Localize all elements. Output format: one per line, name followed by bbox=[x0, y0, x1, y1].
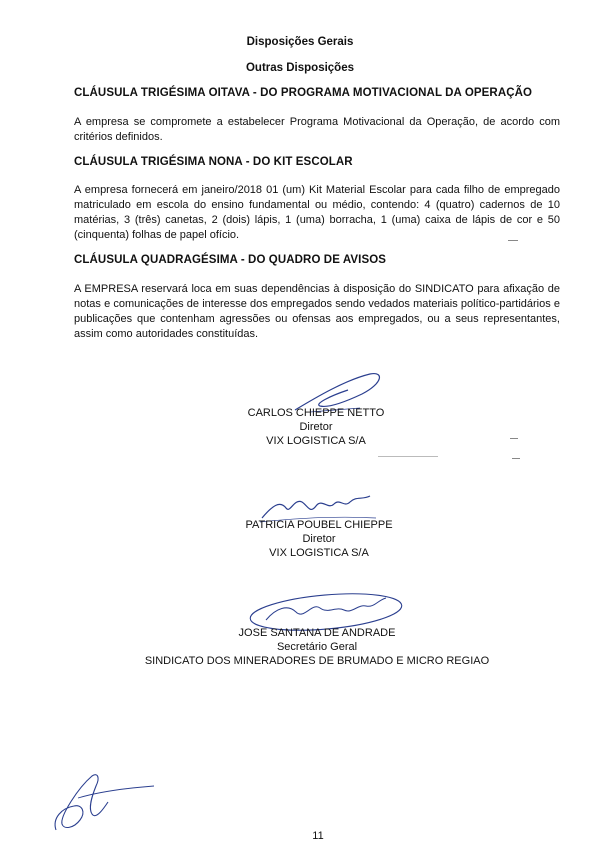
signatory-organization: SINDICATO DOS MINERADORES DE BRUMADO E MICRO REGIAO bbox=[144, 655, 490, 667]
rubric-initials bbox=[48, 768, 158, 838]
signatory-role: Diretor bbox=[302, 533, 336, 545]
clause-38-title: CLÁUSULA TRIGÉSIMA OITAVA - DO PROGRAMA MOTIVACIONAL DA OPERAÇÃO bbox=[74, 87, 533, 99]
section-title: Disposições Gerais bbox=[246, 36, 354, 48]
clause-40-body: A EMPRESA reservará loca em suas dependências à disposição do SINDICATO para afixação de notas e comunicações de interesse dos empregados sendo vedados materiais político-partidários e publicações que contenham agressões ou ofensas aos empregados, ou a seus representantes, assim como autoridades constituídas. bbox=[74, 283, 560, 340]
clause-39-title: CLÁUSULA TRIGÉSIMA NONA - DO KIT ESCOLAR bbox=[74, 156, 353, 168]
signatory-organization: VIX LOGISTICA S/A bbox=[269, 547, 369, 559]
page-number: 11 bbox=[312, 830, 324, 842]
signatory-name: CARLOS CHIEPPE NETTO bbox=[247, 407, 385, 419]
clause-39-body: A empresa fornecerá em janeiro/2018 01 (um) Kit Material Escolar para cada filho de empregado matriculado em escola do ensino fundamental ou médio, contendo: 4 (quatro) cadernos de 10 matérias, 3 (três) canetas, 2 (dois) lápis, 1 (uma) borracha, 1 (uma) caixa de lápis de cor e 50 (cinquenta) folhas de papel ofício. bbox=[74, 184, 560, 241]
signatory-block-patricia bbox=[206, 518, 432, 560]
signatory-name: JOSE SANTANA DE ANDRADE bbox=[238, 627, 396, 639]
scan-mark bbox=[378, 456, 438, 457]
scan-mark bbox=[512, 458, 520, 459]
scan-mark bbox=[508, 240, 518, 241]
subsection-title: Outras Disposições bbox=[245, 62, 354, 74]
clause-40-title: CLÁUSULA QUADRAGÉSIMA - DO QUADRO DE AVISOS bbox=[74, 254, 387, 266]
scan-mark bbox=[510, 438, 518, 439]
signatory-name: PATRICIA POUBEL CHIEPPE bbox=[245, 519, 393, 531]
signatory-role: Secretário Geral bbox=[276, 641, 358, 653]
signatory-block-carlos bbox=[206, 406, 426, 448]
clause-38-body: A empresa se compromete a estabelecer Programa Motivacional da Operação, de acordo com critérios definidos. bbox=[74, 116, 560, 143]
signatory-organization: VIX LOGISTICA S/A bbox=[266, 435, 366, 447]
signatory-block-jose bbox=[110, 626, 524, 668]
signatory-role: Diretor bbox=[299, 421, 333, 433]
